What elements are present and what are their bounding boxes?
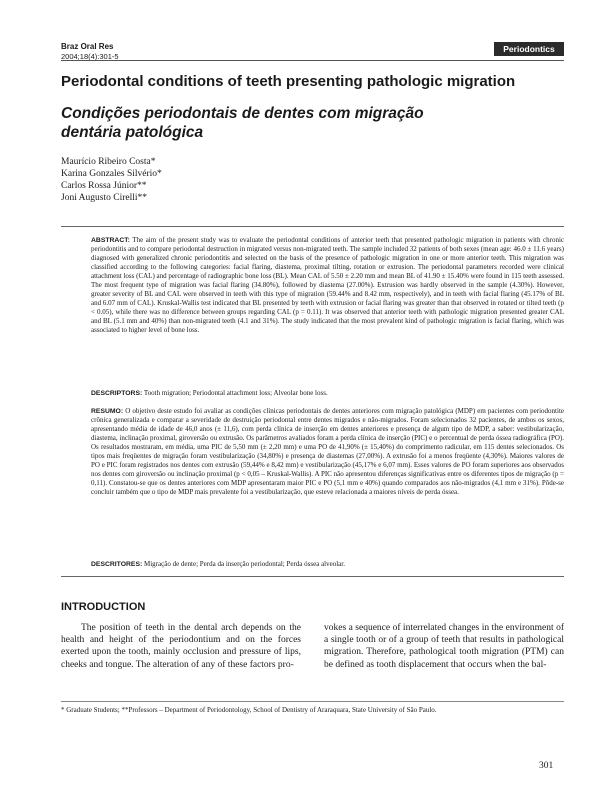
journal-header [61, 42, 119, 62]
descriptors [91, 389, 564, 398]
abstract-top-divider [61, 226, 564, 227]
abstract-bottom-divider [61, 576, 564, 577]
introduction-right-column: vokes a sequence of interrelated changes in the environment of a single tooth or of a group of teeth that results in pathological migration. Therefore, pathological tooth migration (PTM) can be defined as tooth displacement that occurs when the bal- [324, 623, 564, 670]
author: Carlos Rossa Júnior** [61, 181, 147, 191]
title-pt-line-1: Condições periodontais de dentes com migração [61, 105, 424, 122]
title-pt-line-2: dentária patológica [61, 124, 204, 141]
section-badge: Periodontics [494, 42, 564, 56]
resumo-label: RESUMO: [91, 408, 124, 415]
journal-citation: 2004;18(4):301-5 [61, 52, 119, 61]
abstract-portuguese [91, 407, 564, 497]
introduction-left-column: The position of teeth in the dental arch depends on the health and height of the periodontium and on the forces exerted upon the tooth, mainly occlusion and pressure of lips, cheeks and tongue. The alteration of any of these factors pro- [61, 623, 301, 670]
abstract-text: The aim of the present study was to evaluate the periodontal conditions of anterior teeth that presented pathologic migration in patients with chronic periodontitis and to compare periodontal destruction in migrated versus non-migrated teeth. The sample included 32 patients of both sexes (mean age: 46.0 ± 11.6 years) diagnosed with generalized chronic periodontitis and selected on the basis of the presence of pathologic migration in one or more anterior teeth. This migration was classified according to the following categories: facial flaring, diastema, proximal tilting, rotation or extrusion. The periodontal parameters recorded were clinical attachment loss (CAL) and percentage of radiographic bone loss (BL). Mean CAL of 5.50 ± 2.20 mm and mean BL of 41.90 ± 15.40% were found in 115 teeth assessed. The most frequent type of migration was facial flaring (34.80%), followed by diastema (27.00%). Extrusion was hardly observed in the sample (4.30%). However, greater severity of BL and CAL were observed in teeth with this type of migration (59.44% and 8.42 mm, respectively), and in teeth with facial flaring (45.17% of BL and 6.07 mm of CAL). Kruskal-Wallis test indicated that BL presented by teeth with extrusion or facial flaring was greater than that observed in rotated or tilted teeth (p < 0.05), while there was no difference between groups regarding CAL (p = 0.11). It was observed that anterior teeth with pathologic migration presented greater CAL and BL (5.1 mm and 40%) than non-migrated teeth (4.1 and 31%). The study indicated that the most prevalent kind of pathologic migration is facial flaring, which was associated to higher level of bone loss. [91, 236, 565, 335]
abstract-english [91, 236, 564, 336]
header-divider [61, 60, 564, 61]
author: Maurício Ribeiro Costa* [61, 157, 156, 167]
article-title-english: Periodontal conditions of teeth presenting pathologic migration [61, 73, 516, 90]
footnote-divider [61, 701, 564, 702]
article-title-portuguese [61, 104, 461, 142]
author: Karina Gonzales Silvério* [61, 169, 162, 179]
author-list [61, 156, 162, 204]
descritores-text: Migração de dente; Perda da inserção periodontal; Perda óssea alveolar. [144, 560, 345, 568]
abstract-label: ABSTRACT: [91, 237, 130, 244]
descriptors-text: Tooth migration; Periodontal attachment loss; Alveolar bone loss. [143, 389, 328, 397]
introduction-heading: INTRODUCTION [61, 601, 146, 613]
resumo-text: O objetivo deste estudo foi avaliar as condições clínicas periodontais de dentes anteriores com migração patológica (MDP) em pacientes com periodontite crônica generalizada e comparar a severidade de destruição periodontal entre dentes migrados e não-migrados. Foram selecionados 32 pacientes, de ambos os sexos, apresentando média de idade de 46,0 anos (± 11,6), com perda clínica de inserção em dentes anteriores e presença de algum tipo de MDP, a saber: vestibularização, diastema, inclinação proximal, giroversão ou extrusão. Os parâmetros avaliados foram a perda clínica de inserção (PIC) e o percentual de perda óssea radiográfica (PO). Os resultados mostraram, em média, uma PIC de 5,50 mm (± 2,20 mm) e uma PO de 41,90% (± 15,40%) do comprimento radicular, em 115 dentes selecionados. Os tipos mais freqüentes de migração foram vestibularização (34,80%) e presença de diastemas (27,00%). A extrusão foi a menos freqüente (4,30%). Maiores valores de PO e PIC foram registrados nos dentes com extrusão (59,44% e 8,42 mm) e vestibularização (45,17% e 6,07 mm). Esses valores de PO foram superiores aos observados nos dentes com giroversão ou inclinação proximal (p < 0,05 – Kruskal-Wallis). A PIC não apresentou diferenças significativas entre os diferentes tipos de migração (p = 0,11). Constatou-se que os dentes anteriores com MDP apresentaram maior PIC e PO (5,1 mm e 40%) quando comparados aos não-migrados (4,1 mm e 31%). Pôde-se concluir também que o tipo de MDP mais prevalente foi a vestibularização, que esteve relacionada a maiores níveis de perda óssea. [91, 407, 564, 497]
page-number: 301 [539, 761, 554, 771]
author: Joni Augusto Cirelli** [61, 193, 148, 203]
journal-name: Braz Oral Res [61, 42, 114, 51]
descriptors-label: DESCRIPTORS: [91, 390, 143, 397]
footnote: * Graduate Students; **Professors – Department of Periodontology, School of Dentistry of Araraquara, State University of São Paulo. [61, 706, 437, 714]
descritores-label: DESCRITORES: [91, 561, 143, 568]
descritores [91, 560, 564, 569]
